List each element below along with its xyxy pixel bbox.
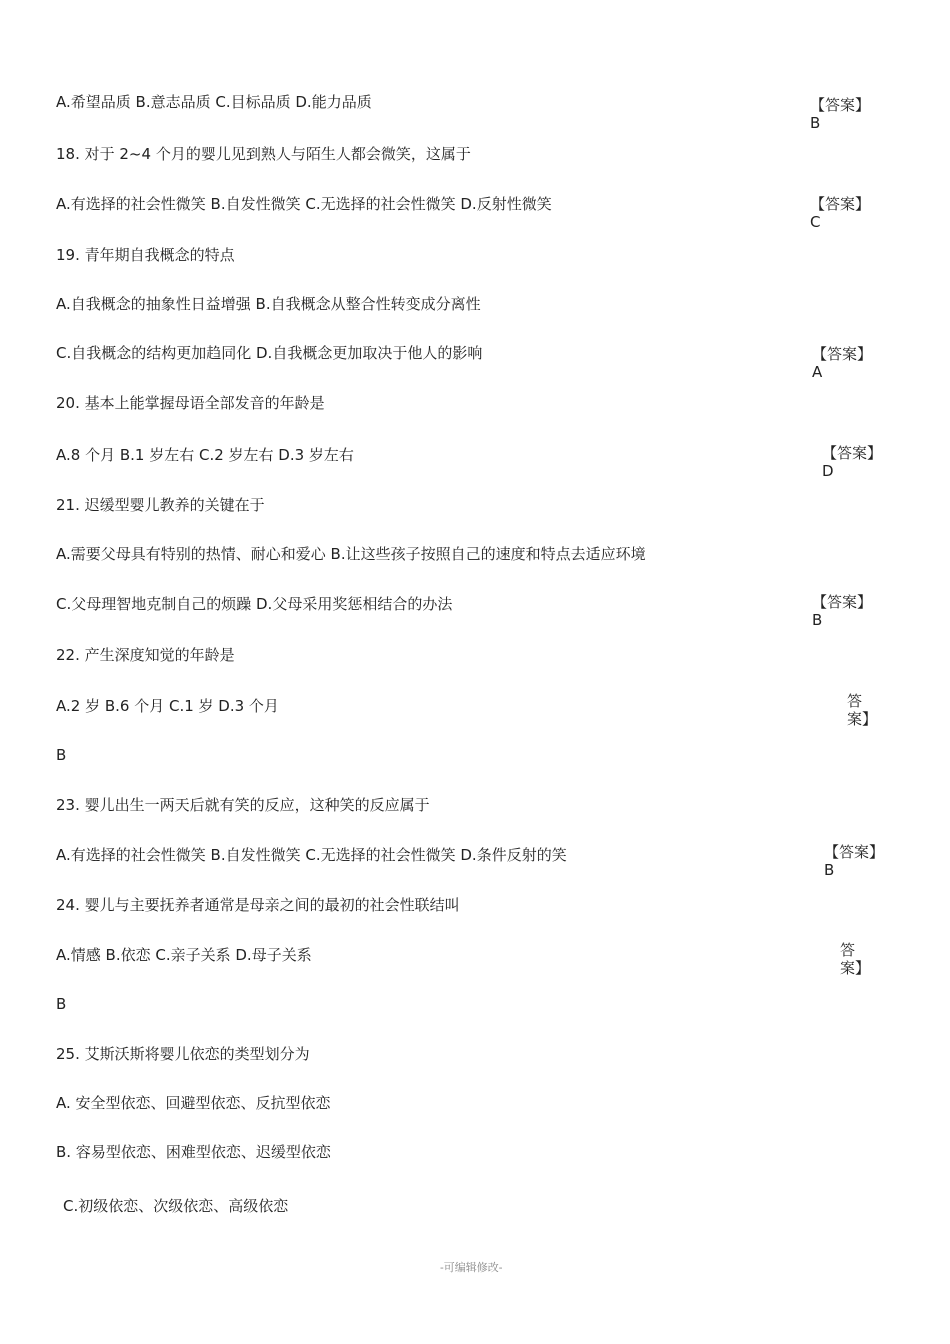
question-option-line: A.2 岁 B.6 个月 C.1 岁 D.3 个月 [56, 697, 279, 715]
question-stem-24: 24. 婴儿与主要抚养者通常是母亲之间的最初的社会性联结叫 [56, 896, 460, 914]
question-option-line: C.父母理智地克制自己的烦躁 D.父母采用奖惩相结合的办法 [56, 595, 453, 613]
question-option-line: A.有选择的社会性微笑 B.自发性微笑 C.无选择的社会性微笑 D.条件反射的笑 [56, 846, 567, 864]
question-option-line: B. 容易型依恋、困难型依恋、迟缓型依恋 [56, 1143, 331, 1161]
question-option-line: A.需要父母具有特别的热情、耐心和爱心 B.让这些孩子按照自己的速度和特点去适应环境 [56, 545, 646, 563]
answer-letter: B [56, 746, 67, 764]
question-stem-21: 21. 迟缓型婴儿教养的关键在于 [56, 496, 265, 514]
answer-letter: B [56, 995, 67, 1013]
question-stem-25: 25. 艾斯沃斯将婴儿依恋的类型划分为 [56, 1045, 310, 1063]
question-stem-23: 23. 婴儿出生一两天后就有笑的反应，这种笑的反应属于 [56, 796, 430, 814]
question-option-line: C.初级依恋、次级依恋、高级依恋 [63, 1197, 289, 1215]
page-footer: -可编辑修改- [440, 1261, 503, 1274]
question-stem-18: 18. 对于 2~4 个月的婴儿见到熟人与陌生人都会微笑，这属于 [56, 145, 471, 163]
question-option-line: C.自我概念的结构更加趋同化 D.自我概念更加取决于他人的影响 [56, 344, 483, 362]
question-option-line: A. 安全型依恋、回避型依恋、反抗型依恋 [56, 1094, 331, 1112]
answer-label: 【答案】A [812, 345, 873, 381]
answer-label: 【答案】B [810, 96, 871, 132]
question-option-line: A.有选择的社会性微笑 B.自发性微笑 C.无选择的社会性微笑 D.反射性微笑 [56, 195, 552, 213]
answer-label: 答案】 [847, 692, 878, 728]
answer-label: 【答案】B [812, 593, 873, 629]
answer-label: 答案】 [840, 941, 871, 977]
question-option-line: A.情感 B.依恋 C.亲子关系 D.母子关系 [56, 946, 312, 964]
question-stem-20: 20. 基本上能掌握母语全部发音的年龄是 [56, 394, 325, 412]
question-option-line: A.自我概念的抽象性日益增强 B.自我概念从整合性转变成分离性 [56, 295, 481, 313]
answer-label: 【答案】B [824, 843, 885, 879]
answer-label: 【答案】D [822, 444, 883, 480]
answer-label: 【答案】C [810, 195, 871, 231]
question-stem-19: 19. 青年期自我概念的特点 [56, 246, 235, 264]
question-stem-22: 22. 产生深度知觉的年龄是 [56, 646, 235, 664]
question-option-line: A.希望品质 B.意志品质 C.目标品质 D.能力品质 [56, 93, 372, 111]
question-option-line: A.8 个月 B.1 岁左右 C.2 岁左右 D.3 岁左右 [56, 446, 354, 464]
